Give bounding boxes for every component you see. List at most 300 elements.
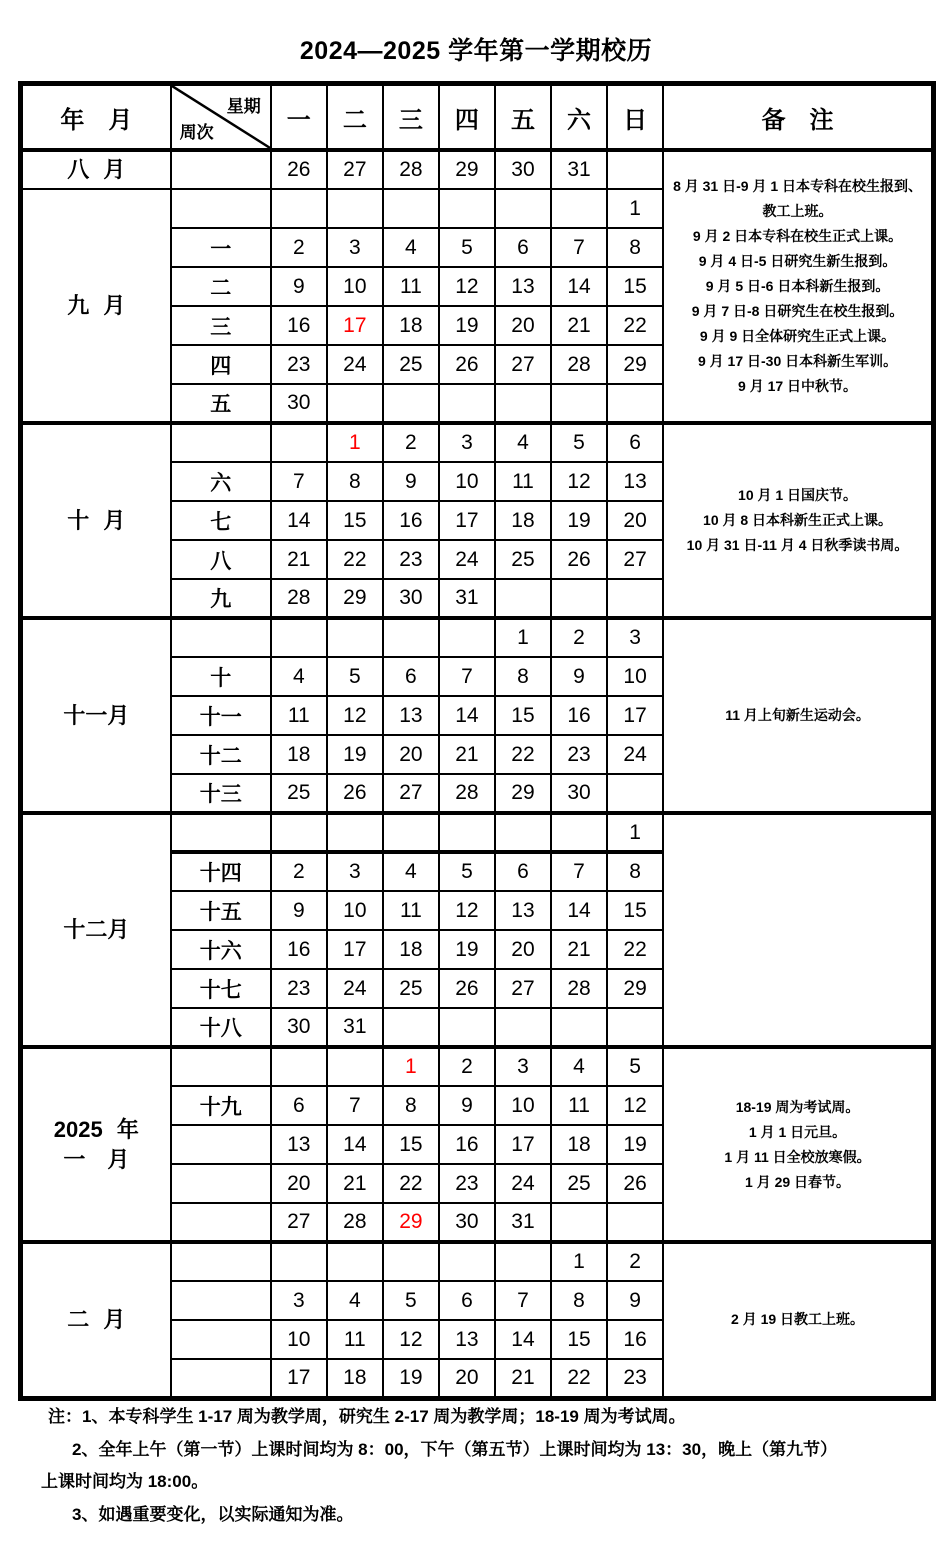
day-cell: 30 [383, 579, 439, 618]
week-number-cell [171, 1320, 271, 1359]
day-cell [495, 1242, 551, 1281]
day-cell: 28 [383, 150, 439, 189]
day-cell: 21 [439, 735, 495, 774]
day-cell: 12 [383, 1320, 439, 1359]
day-cell: 4 [383, 228, 439, 267]
week-number-cell: 十七 [171, 969, 271, 1008]
day-cell: 19 [439, 306, 495, 345]
day-cell: 26 [439, 969, 495, 1008]
week-number-cell [171, 1047, 271, 1086]
calendar-row-february-0 [21, 1242, 934, 1281]
day-cell: 7 [551, 852, 607, 891]
day-cell: 25 [383, 345, 439, 384]
week-number-cell: 八 [171, 540, 271, 579]
day-cell: 22 [327, 540, 383, 579]
day-cell: 11 [271, 696, 327, 735]
note-line: 1 月 29 日春节。 [745, 1173, 851, 1190]
day-cell: 13 [607, 462, 663, 501]
day-cell: 24 [607, 735, 663, 774]
day-cell: 7 [439, 657, 495, 696]
day-cell [439, 189, 495, 228]
day-cell: 29 [327, 579, 383, 618]
day-cell: 11 [495, 462, 551, 501]
note-line: 9 月 7 日-8 日研究生在校生报到。 [691, 303, 904, 319]
day-cell [383, 813, 439, 852]
day-cell: 27 [495, 969, 551, 1008]
header-row [21, 84, 934, 151]
day-cell: 20 [439, 1359, 495, 1398]
month-label-october [21, 423, 171, 618]
day-cell: 30 [495, 150, 551, 189]
day-cell [383, 189, 439, 228]
day-cell: 10 [327, 267, 383, 306]
day-cell: 8 [383, 1086, 439, 1125]
day-cell: 17 [327, 930, 383, 969]
header-weekday-fri: 五 [495, 84, 551, 151]
day-cell: 31 [439, 579, 495, 618]
day-cell [607, 384, 663, 423]
day-cell [439, 384, 495, 423]
day-cell: 1 [383, 1047, 439, 1086]
week-number-cell: 九 [171, 579, 271, 618]
day-cell: 25 [271, 774, 327, 813]
note-line: 9 月 17 日-30 日本科新生军训。 [697, 353, 898, 369]
day-cell: 18 [495, 501, 551, 540]
note-line: 18-19 周为考试周。 [735, 1098, 860, 1115]
day-cell [607, 774, 663, 813]
day-cell: 23 [439, 1164, 495, 1203]
month-label-line: 二 月 [67, 1306, 126, 1332]
day-cell: 13 [271, 1125, 327, 1164]
day-cell [383, 618, 439, 657]
day-cell: 3 [327, 852, 383, 891]
day-cell [383, 384, 439, 423]
day-cell: 26 [271, 150, 327, 189]
calendar-body [21, 150, 934, 1398]
day-cell [607, 1008, 663, 1047]
day-cell: 6 [271, 1086, 327, 1125]
day-cell: 5 [551, 423, 607, 462]
month-label-february [21, 1242, 171, 1398]
week-number-cell: 十四 [171, 852, 271, 891]
day-cell: 9 [439, 1086, 495, 1125]
day-cell: 6 [607, 423, 663, 462]
day-cell [327, 1047, 383, 1086]
day-cell: 10 [439, 462, 495, 501]
week-number-cell: 十二 [171, 735, 271, 774]
day-cell: 14 [271, 501, 327, 540]
day-cell: 6 [495, 228, 551, 267]
day-cell: 7 [551, 228, 607, 267]
day-cell [439, 1008, 495, 1047]
week-number-cell: 四 [171, 345, 271, 384]
day-cell: 18 [271, 735, 327, 774]
day-cell: 15 [607, 891, 663, 930]
day-cell: 23 [271, 969, 327, 1008]
day-cell: 5 [439, 852, 495, 891]
day-cell: 5 [383, 1281, 439, 1320]
day-cell: 22 [495, 735, 551, 774]
day-cell [327, 384, 383, 423]
header-weekday-thu: 四 [439, 84, 495, 151]
day-cell: 10 [495, 1086, 551, 1125]
day-cell: 27 [607, 540, 663, 579]
day-cell: 21 [551, 930, 607, 969]
day-cell: 16 [551, 696, 607, 735]
note-line: 1 月 1 日元旦。 [748, 1123, 847, 1140]
day-cell: 27 [271, 1203, 327, 1242]
calendar-row-december-0 [21, 813, 934, 852]
footnote-line-4: 3、如遇重要变化，以实际通知为准。 [72, 1504, 354, 1524]
day-cell: 20 [607, 501, 663, 540]
month-label-line: 一 月 [63, 1146, 130, 1172]
day-cell: 26 [551, 540, 607, 579]
day-cell: 10 [271, 1320, 327, 1359]
calendar-row-january-0 [21, 1047, 934, 1086]
day-cell: 15 [327, 501, 383, 540]
day-cell: 9 [271, 267, 327, 306]
day-cell [271, 618, 327, 657]
day-cell: 7 [271, 462, 327, 501]
week-number-cell [171, 189, 271, 228]
day-cell [495, 189, 551, 228]
header-weeknum-caption: 周次 [179, 123, 214, 142]
note-line: 9 月 9 日全体研究生正式上课。 [699, 328, 896, 344]
day-cell [271, 1047, 327, 1086]
note-line: 2 月 19 日教工上班。 [731, 1311, 865, 1328]
month-label-line: 2025 年 [53, 1116, 139, 1142]
day-cell: 14 [439, 696, 495, 735]
day-cell: 22 [551, 1359, 607, 1398]
day-cell: 2 [607, 1242, 663, 1281]
day-cell: 22 [607, 930, 663, 969]
day-cell [327, 189, 383, 228]
header-weekday-mon: 一 [271, 84, 327, 151]
day-cell: 26 [327, 774, 383, 813]
note-line: 10 月 31 日-11 月 4 日秋季读书周。 [686, 537, 909, 553]
day-cell: 1 [607, 813, 663, 852]
day-cell: 11 [327, 1320, 383, 1359]
day-cell: 30 [551, 774, 607, 813]
footnote-line-1: 注：1、本专科学生 1-17 周为教学周，研究生 2-17 周为教学周；18-19 周为考试周。 [48, 1407, 686, 1426]
day-cell: 29 [383, 1203, 439, 1242]
day-cell: 20 [383, 735, 439, 774]
week-number-cell: 三 [171, 306, 271, 345]
day-cell: 12 [551, 462, 607, 501]
day-cell [327, 813, 383, 852]
header-diagonal-cell [171, 84, 271, 151]
day-cell: 21 [495, 1359, 551, 1398]
week-number-cell: 一 [171, 228, 271, 267]
day-cell: 12 [439, 267, 495, 306]
day-cell: 21 [271, 540, 327, 579]
note-line: 9 月 5 日-6 日本科新生报到。 [705, 278, 890, 294]
header-weekday-sat: 六 [551, 84, 607, 151]
day-cell: 3 [607, 618, 663, 657]
notes-cell-november [663, 618, 933, 813]
day-cell: 31 [327, 1008, 383, 1047]
day-cell: 8 [607, 228, 663, 267]
day-cell: 30 [439, 1203, 495, 1242]
note-line: 11 月上旬新生运动会。 [725, 707, 870, 723]
day-cell: 14 [551, 891, 607, 930]
notes-cell-january [663, 1047, 933, 1242]
day-cell: 17 [607, 696, 663, 735]
page-title: 2024—2025 学年第一学期校历 [299, 37, 653, 65]
day-cell: 21 [327, 1164, 383, 1203]
day-cell: 3 [327, 228, 383, 267]
day-cell [439, 813, 495, 852]
day-cell: 24 [327, 969, 383, 1008]
day-cell: 7 [495, 1281, 551, 1320]
day-cell [327, 618, 383, 657]
day-cell: 4 [271, 657, 327, 696]
day-cell: 9 [383, 462, 439, 501]
day-cell: 19 [327, 735, 383, 774]
note-line: 教工上班。 [762, 203, 833, 219]
note-line: 9 月 2 日本专科在校生正式上课。 [692, 228, 903, 244]
day-cell: 23 [551, 735, 607, 774]
week-number-cell: 二 [171, 267, 271, 306]
day-cell: 19 [607, 1125, 663, 1164]
day-cell: 20 [271, 1164, 327, 1203]
day-cell [495, 384, 551, 423]
day-cell: 28 [551, 345, 607, 384]
day-cell [607, 1203, 663, 1242]
day-cell [495, 1008, 551, 1047]
day-cell: 5 [439, 228, 495, 267]
day-cell: 20 [495, 306, 551, 345]
day-cell: 14 [551, 267, 607, 306]
day-cell: 11 [383, 267, 439, 306]
week-number-cell [171, 1164, 271, 1203]
week-number-cell [171, 1359, 271, 1398]
week-number-cell [171, 1281, 271, 1320]
day-cell: 23 [383, 540, 439, 579]
day-cell: 2 [271, 852, 327, 891]
day-cell: 2 [383, 423, 439, 462]
day-cell: 1 [607, 189, 663, 228]
day-cell [607, 579, 663, 618]
day-cell: 13 [383, 696, 439, 735]
day-cell: 21 [551, 306, 607, 345]
day-cell: 26 [607, 1164, 663, 1203]
day-cell [439, 1242, 495, 1281]
day-cell: 13 [439, 1320, 495, 1359]
notes-cell-august [663, 150, 933, 423]
week-number-cell: 十九 [171, 1086, 271, 1125]
footnote-line-3: 上课时间均为 18:00。 [41, 1472, 209, 1491]
day-cell [271, 813, 327, 852]
day-cell: 27 [327, 150, 383, 189]
day-cell [271, 423, 327, 462]
day-cell: 16 [607, 1320, 663, 1359]
month-label-line: 九 月 [67, 292, 126, 318]
day-cell: 4 [495, 423, 551, 462]
month-label-line: 十一月 [63, 702, 130, 728]
day-cell: 1 [327, 423, 383, 462]
day-cell: 1 [495, 618, 551, 657]
week-number-cell: 七 [171, 501, 271, 540]
day-cell: 29 [495, 774, 551, 813]
note-line: 10 月 1 日国庆节。 [738, 487, 858, 503]
day-cell: 14 [327, 1125, 383, 1164]
day-cell: 5 [607, 1047, 663, 1086]
day-cell: 2 [551, 618, 607, 657]
day-cell: 6 [383, 657, 439, 696]
day-cell [327, 1242, 383, 1281]
day-cell: 16 [439, 1125, 495, 1164]
notes-cell-february [663, 1242, 933, 1398]
day-cell [439, 618, 495, 657]
day-cell: 26 [439, 345, 495, 384]
day-cell: 24 [495, 1164, 551, 1203]
header-weekday-sun: 日 [607, 84, 663, 151]
day-cell: 4 [327, 1281, 383, 1320]
day-cell: 3 [439, 423, 495, 462]
day-cell: 30 [271, 1008, 327, 1047]
calendar-table [18, 81, 936, 1401]
day-cell: 8 [551, 1281, 607, 1320]
month-label-january [21, 1047, 171, 1242]
day-cell: 13 [495, 267, 551, 306]
day-cell: 14 [495, 1320, 551, 1359]
day-cell: 22 [383, 1164, 439, 1203]
month-label-line: 十 月 [67, 507, 126, 533]
month-label-december [21, 813, 171, 1047]
footnote-line-2: 2、全年上午（第一节）上课时间均为 8：00，下午（第五节）上课时间均为 13：30，晚上（第九节） [72, 1439, 838, 1459]
day-cell: 27 [383, 774, 439, 813]
day-cell: 18 [551, 1125, 607, 1164]
day-cell [271, 1242, 327, 1281]
week-number-cell: 十三 [171, 774, 271, 813]
note-line: 10 月 8 日本科新生正式上课。 [703, 512, 893, 528]
week-number-cell [171, 813, 271, 852]
calendar-header [21, 84, 934, 151]
day-cell: 6 [439, 1281, 495, 1320]
day-cell: 20 [495, 930, 551, 969]
week-number-cell [171, 150, 271, 189]
month-label-august [21, 150, 171, 189]
notes-cell-october [663, 423, 933, 618]
day-cell: 4 [383, 852, 439, 891]
month-label-line: 八 月 [67, 157, 126, 182]
day-cell: 15 [383, 1125, 439, 1164]
day-cell: 18 [327, 1359, 383, 1398]
day-cell: 9 [551, 657, 607, 696]
day-cell: 24 [327, 345, 383, 384]
day-cell: 29 [607, 969, 663, 1008]
day-cell: 17 [439, 501, 495, 540]
day-cell: 25 [551, 1164, 607, 1203]
day-cell [607, 150, 663, 189]
notes-cell-december [663, 813, 933, 1047]
day-cell: 16 [271, 306, 327, 345]
week-number-cell [171, 1203, 271, 1242]
day-cell: 12 [327, 696, 383, 735]
day-cell: 31 [551, 150, 607, 189]
day-cell: 19 [439, 930, 495, 969]
day-cell: 12 [607, 1086, 663, 1125]
calendar-row-october-0 [21, 423, 934, 462]
day-cell: 3 [271, 1281, 327, 1320]
day-cell: 15 [607, 267, 663, 306]
day-cell: 17 [271, 1359, 327, 1398]
day-cell: 8 [327, 462, 383, 501]
day-cell: 15 [551, 1320, 607, 1359]
day-cell: 29 [607, 345, 663, 384]
week-number-cell [171, 1242, 271, 1281]
week-number-cell [171, 1125, 271, 1164]
week-number-cell [171, 423, 271, 462]
day-cell: 28 [271, 579, 327, 618]
day-cell: 31 [495, 1203, 551, 1242]
day-cell: 6 [495, 852, 551, 891]
day-cell [551, 1008, 607, 1047]
week-number-cell: 十 [171, 657, 271, 696]
day-cell: 22 [607, 306, 663, 345]
day-cell [383, 1008, 439, 1047]
day-cell: 28 [551, 969, 607, 1008]
header-year-month: 年 月 [21, 84, 171, 151]
header-weekday-caption: 星期 [226, 97, 261, 116]
note-line: 9 月 4 日-5 日研究生新生报到。 [698, 253, 897, 269]
note-line: 8 月 31 日-9 月 1 日本专科在校生报到、 [673, 178, 923, 194]
day-cell: 17 [327, 306, 383, 345]
day-cell [495, 813, 551, 852]
week-number-cell: 五 [171, 384, 271, 423]
day-cell [271, 189, 327, 228]
month-label-line: 十二月 [63, 917, 130, 942]
day-cell: 9 [271, 891, 327, 930]
day-cell: 24 [439, 540, 495, 579]
calendar-row-november-0 [21, 618, 934, 657]
day-cell: 8 [495, 657, 551, 696]
day-cell [495, 579, 551, 618]
day-cell [551, 813, 607, 852]
week-number-cell: 十六 [171, 930, 271, 969]
note-line: 9 月 17 日中秋节。 [738, 378, 858, 394]
week-number-cell: 十五 [171, 891, 271, 930]
calendar-row-august-0 [21, 150, 934, 189]
day-cell: 18 [383, 930, 439, 969]
day-cell: 2 [439, 1047, 495, 1086]
day-cell: 11 [551, 1086, 607, 1125]
note-line: 1 月 11 日全校放寒假。 [724, 1148, 871, 1165]
day-cell: 29 [439, 150, 495, 189]
day-cell: 4 [551, 1047, 607, 1086]
header-weekday-wed: 三 [383, 84, 439, 151]
day-cell [551, 579, 607, 618]
day-cell: 9 [607, 1281, 663, 1320]
day-cell: 3 [495, 1047, 551, 1086]
month-label-september [21, 189, 171, 423]
day-cell: 10 [607, 657, 663, 696]
day-cell: 25 [383, 969, 439, 1008]
week-number-cell: 十一 [171, 696, 271, 735]
day-cell [551, 1203, 607, 1242]
day-cell: 16 [271, 930, 327, 969]
header-remarks: 备 注 [663, 84, 933, 151]
week-number-cell: 十八 [171, 1008, 271, 1047]
day-cell: 15 [495, 696, 551, 735]
day-cell: 19 [383, 1359, 439, 1398]
day-cell: 28 [439, 774, 495, 813]
day-cell: 2 [271, 228, 327, 267]
day-cell [383, 1242, 439, 1281]
day-cell: 5 [327, 657, 383, 696]
day-cell: 28 [327, 1203, 383, 1242]
